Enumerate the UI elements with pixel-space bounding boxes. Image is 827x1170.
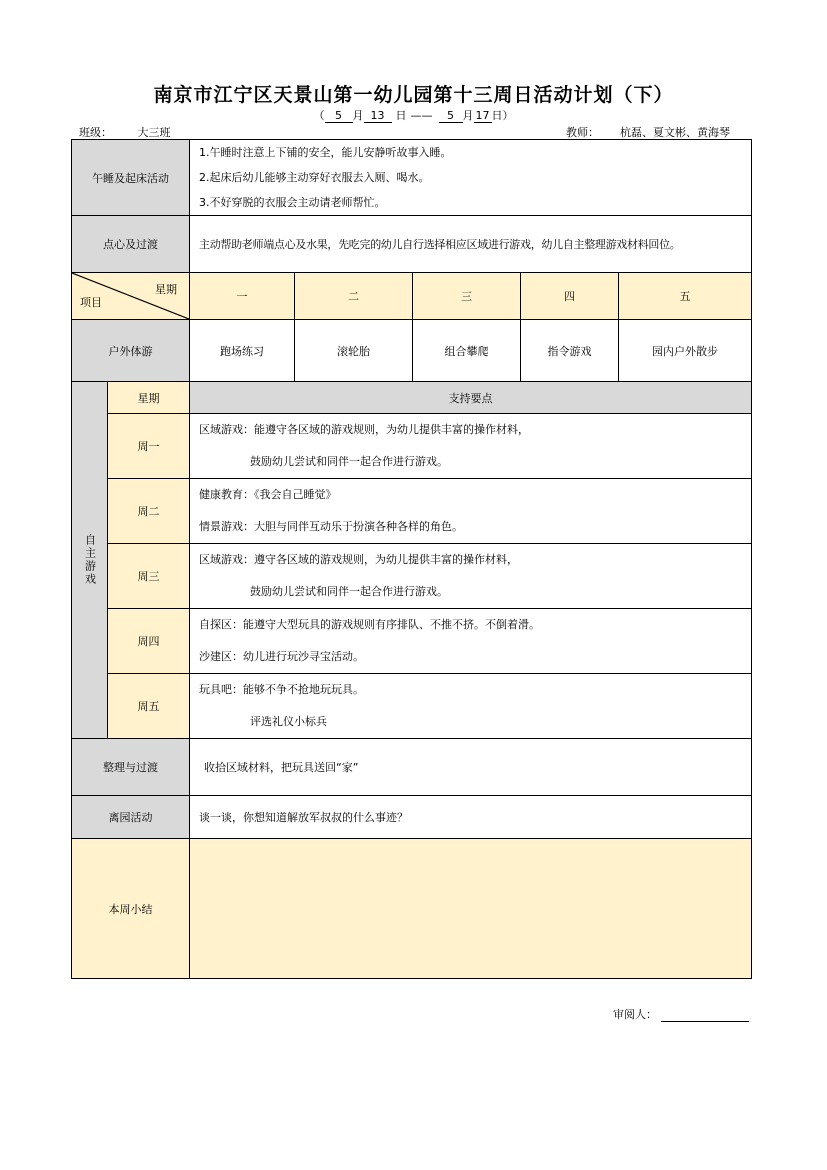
snack-label: 点心及过渡 xyxy=(72,216,190,273)
nap-row xyxy=(72,140,752,216)
class-label: 班级： xyxy=(79,126,112,139)
reviewer-blank-line[interactable] xyxy=(661,1009,749,1022)
class-info xyxy=(79,124,194,140)
leave-row xyxy=(72,796,752,839)
month-char: 月 xyxy=(352,109,364,122)
free-play-points xyxy=(190,479,752,544)
outdoor-row xyxy=(72,320,752,382)
free-play-row xyxy=(72,674,752,739)
free-play-day: 周二 xyxy=(108,479,190,544)
points-line-2: 鼓励幼儿尝试和同伴一起合作进行游戏。 xyxy=(250,455,448,468)
teacher-label: 教师： xyxy=(566,126,599,139)
points-line-1: 玩具吧：能够不争不抢地玩玩具。 xyxy=(199,683,364,696)
nap-line-1: 1.午睡时注意上下铺的安全，能儿安静听故事入睡。 xyxy=(199,146,452,159)
outdoor-tue: 滚轮胎 xyxy=(295,320,413,382)
tidy-row xyxy=(72,739,752,796)
reviewer-label: 审阅人： xyxy=(613,1008,657,1021)
outdoor-label: 户外体游 xyxy=(72,320,190,382)
free-play-row xyxy=(72,609,752,674)
points-line-2: 鼓励幼儿尝试和同伴一起合作进行游戏。 xyxy=(250,585,448,598)
points-line-2: 情景游戏：大胆与同伴互动乐于扮演各种各样的角色。 xyxy=(199,520,463,533)
nap-label: 午睡及起床活动 xyxy=(72,140,190,216)
leave-content: 谈一谈，你想知道解放军叔叔的什么事迹？ xyxy=(190,796,752,839)
points-line-1: 区域游戏：能遵守各区域的游戏规则，为幼儿提供丰富的操作材料， xyxy=(199,423,529,436)
free-play-day: 周三 xyxy=(108,544,190,609)
free-play-points xyxy=(190,414,752,479)
leave-label: 离园活动 xyxy=(72,796,190,839)
outdoor-thu: 指令游戏 xyxy=(521,320,619,382)
weekday-mon: 一 xyxy=(190,273,295,320)
free-play-day: 周五 xyxy=(108,674,190,739)
activity-plan-table xyxy=(71,139,752,979)
start-day: 13 xyxy=(364,110,392,123)
points-line-1: 自探区：能遵守大型玩具的游戏规则有序排队、不推不挤。不倒着滑。 xyxy=(199,618,540,631)
date-open: （ xyxy=(313,109,325,122)
nap-line-3: 3.不好穿脱的衣服会主动请老师帮忙。 xyxy=(199,196,386,209)
free-play-col-points: 支持要点 xyxy=(190,382,752,414)
weekday-fri: 五 xyxy=(619,273,752,320)
outdoor-mon: 跑场练习 xyxy=(190,320,295,382)
tidy-label: 整理与过渡 xyxy=(72,739,190,796)
free-play-col-day: 星期 xyxy=(108,382,190,414)
end-day: 17 xyxy=(475,109,490,122)
free-play-day: 周一 xyxy=(108,414,190,479)
day-char: 日 xyxy=(395,109,407,122)
class-value: 大三班 xyxy=(114,127,194,140)
weekday-header-row xyxy=(72,273,752,320)
free-play-points xyxy=(190,674,752,739)
summary-content[interactable] xyxy=(190,839,752,979)
date-dash: —— xyxy=(410,109,433,122)
summary-row xyxy=(72,839,752,979)
summary-label: 本周小结 xyxy=(72,839,190,979)
date-close: 日） xyxy=(491,109,514,122)
corner-weekday-label: 星期 xyxy=(155,283,177,296)
free-play-points xyxy=(190,609,752,674)
weekday-wed: 三 xyxy=(413,273,521,320)
teacher-value: 杭磊、夏文彬、黄海琴 xyxy=(601,127,749,140)
outdoor-fri: 园内户外散步 xyxy=(619,320,752,382)
end-month: 5 xyxy=(439,110,463,123)
reviewer-signature xyxy=(613,1006,749,1022)
points-line-1: 区域游戏：遵守各区域的游戏规则，为幼儿提供丰富的操作材料， xyxy=(199,553,518,566)
month-char-2: 月 xyxy=(462,109,474,122)
weekday-thu: 四 xyxy=(521,273,619,320)
corner-item-label: 项目 xyxy=(80,296,102,309)
free-play-day: 周四 xyxy=(108,609,190,674)
free-play-points xyxy=(190,544,752,609)
teacher-info xyxy=(566,124,749,140)
date-range xyxy=(0,107,827,123)
free-play-label: 自主游戏 xyxy=(83,534,97,586)
free-play-header-row xyxy=(72,382,752,414)
snack-content: 主动帮助老师端点心及水果，先吃完的幼儿自行选择相应区域进行游戏，幼儿自主整理游戏材料回位。 xyxy=(190,216,752,273)
corner-cell xyxy=(72,273,190,320)
page-title: 南京市江宁区天景山第一幼儿园第十三周日活动计划（下） xyxy=(153,84,674,106)
free-play-label-cell xyxy=(72,382,108,739)
nap-line-2: 2.起床后幼儿能够主动穿好衣服去入厕、喝水。 xyxy=(199,171,430,184)
start-month: 5 xyxy=(325,110,353,123)
nap-content xyxy=(190,140,752,216)
snack-row xyxy=(72,216,752,273)
weekday-tue: 二 xyxy=(295,273,413,320)
outdoor-wed: 组合攀爬 xyxy=(413,320,521,382)
points-line-1: 健康教育：《我会自己睡觉》 xyxy=(199,488,337,501)
points-line-2: 评选礼仪小标兵 xyxy=(250,715,327,728)
points-line-2: 沙建区：幼儿进行玩沙寻宝活动。 xyxy=(199,650,364,663)
free-play-row xyxy=(72,544,752,609)
free-play-row xyxy=(72,479,752,544)
free-play-row xyxy=(72,414,752,479)
tidy-content: 收拾区域材料，把玩具送回“家” xyxy=(190,739,752,796)
